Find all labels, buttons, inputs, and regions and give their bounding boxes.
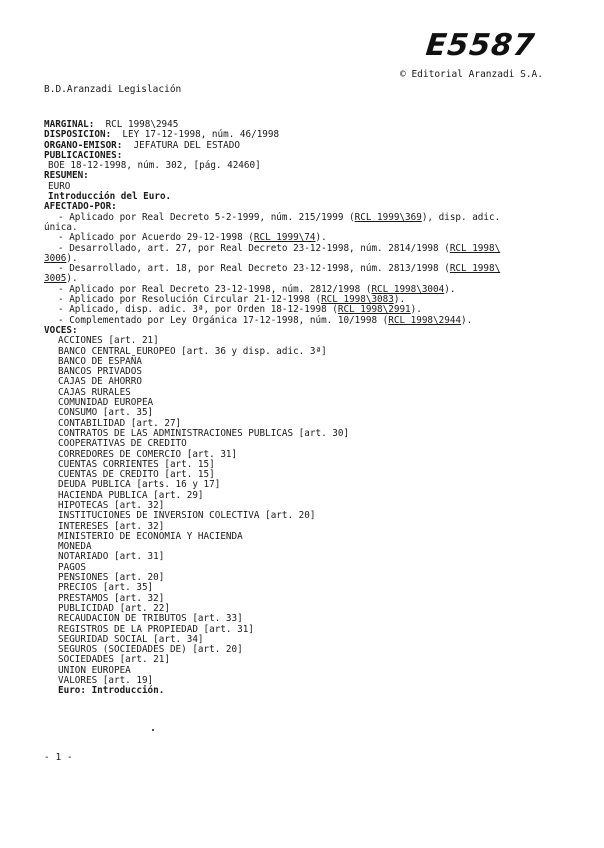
- voz-item: BANCO CENTRAL EUROPEO [art. 36 y disp. adic. 3ª]: [58, 345, 327, 357]
- voz-item: MONEDA: [58, 541, 92, 553]
- afectado-text: - Desarrollado, art. 18, por Real Decreto 23-12-1998, núm. 2813/1998 (: [58, 263, 450, 275]
- voz-item: REGISTROS DE LA PROPIEDAD [art. 31]: [58, 623, 254, 635]
- handwritten-code: E5587: [424, 28, 537, 63]
- voz-item: SEGURIDAD SOCIAL [art. 34]: [58, 633, 204, 645]
- voz-item: CONTRATOS DE LAS ADMINISTRACIONES PUBLICAS [art. 30]: [58, 427, 350, 439]
- voces-list: [44, 336, 564, 686]
- afectado-text-tail: ).: [461, 314, 473, 326]
- resumen-summary: Introducción del Euro.: [48, 191, 172, 203]
- afectado-text: - Aplicado por Resolución Circular 21-12-1998 (: [58, 294, 322, 306]
- stray-mark: [152, 729, 154, 731]
- publicaciones-value: BOE 18-12-1998, núm. 302, [pág. 42460]: [48, 160, 261, 172]
- document-body: [44, 120, 564, 697]
- organo-row: [44, 141, 564, 151]
- afectado-text: - Aplicado por Real Decreto 23-12-1998, núm. 2812/1998 (: [58, 283, 372, 295]
- afectado-item: [44, 244, 564, 254]
- afectado-text: - Desarrollado, art. 27, por Real Decreto 23-12-1998, núm. 2814/1998 (: [58, 242, 450, 254]
- afectado-item: [44, 213, 564, 223]
- voz-item: BANCOS PRIVADOS: [58, 366, 142, 378]
- voz-item: CUENTAS DE CREDITO [art. 15]: [58, 469, 215, 481]
- voz-item: DEUDA PUBLICA [arts. 16 y 17]: [58, 479, 221, 491]
- afectado-item: [44, 316, 564, 326]
- afectado-text: - Aplicado por Real Decreto 5-2-1999, núm. 215/1999 (: [58, 211, 355, 223]
- voz-item: CONSUMO [art. 35]: [58, 407, 154, 419]
- voz-item: CONTABILIDAD [art. 27]: [58, 417, 182, 429]
- rcl-reference-link[interactable]: RCL 1999\369: [354, 211, 422, 223]
- rcl-reference-link[interactable]: RCL 1998\: [449, 242, 501, 254]
- rcl-reference-link[interactable]: 3005: [44, 273, 67, 285]
- voz-item: HIPOTECAS [art. 32]: [58, 499, 165, 511]
- voz-item: CAJAS RURALES: [58, 386, 131, 398]
- rcl-reference-link[interactable]: RCL 1998\2944: [388, 314, 462, 326]
- afectado-label: AFECTADO-POR:: [44, 201, 117, 213]
- afectado-text: única.: [44, 221, 78, 233]
- voz-item: RECAUDACION DE TRIBUTOS [art. 33]: [58, 613, 243, 625]
- database-source: B.D.Aranzadi Legislación: [44, 84, 182, 95]
- afectado-text-tail: ), disp. adic.: [421, 211, 501, 223]
- rcl-reference-link[interactable]: RCL 1998\3083: [321, 294, 394, 306]
- afectado-text-tail: ).: [393, 294, 406, 306]
- afectado-text: - Aplicado, disp. adic. 3ª, por Orden 18-12-1998 (: [58, 304, 338, 316]
- organo-label: ORGANO-EMISOR:: [44, 139, 123, 151]
- afectado-text-tail: ).: [66, 273, 78, 285]
- disposicion-label: DISPOSICION:: [44, 129, 112, 141]
- afectado-item: [44, 264, 564, 274]
- voz-item: PAGOS: [58, 561, 86, 573]
- afectado-text-tail: ).: [444, 283, 456, 295]
- rcl-reference-link[interactable]: RCL 1998\2991: [337, 304, 411, 316]
- afectado-list: [44, 213, 564, 326]
- voz-item: CAJAS DE AHORRO: [58, 376, 142, 388]
- voz-item: ACCIONES [art. 21]: [58, 335, 159, 347]
- rcl-reference-link[interactable]: 3006: [44, 252, 67, 264]
- voz-item: NOTARIADO [art. 31]: [58, 551, 165, 563]
- resumen-topic: EURO: [48, 180, 71, 192]
- voz-item: VALORES [art. 19]: [58, 675, 154, 687]
- rcl-reference-link[interactable]: RCL 1999\74: [253, 232, 316, 244]
- voces-final: Euro: Introducción.: [58, 685, 165, 697]
- voz-item: SEGUROS (SOCIEDADES DE) [art. 20]: [58, 644, 243, 656]
- voz-item: UNION EUROPEA: [58, 664, 131, 676]
- rcl-reference-link[interactable]: RCL 1998\: [449, 263, 501, 275]
- afectado-text-tail: ).: [410, 304, 422, 316]
- afectado-text-tail: ).: [315, 232, 327, 244]
- voz-item: SOCIEDADES [art. 21]: [58, 654, 170, 666]
- publicaciones-label: PUBLICACIONES:: [44, 149, 123, 161]
- disposicion-value: LEY 17-12-1998, núm. 46/1998: [122, 129, 280, 141]
- voz-item: PRECIOS [art. 35]: [58, 582, 154, 594]
- voz-item: BANCO DE ESPAÑA: [58, 355, 142, 367]
- voz-item: COMUNIDAD EUROPEA: [58, 397, 154, 409]
- voz-item: PRESTAMOS [art. 32]: [58, 592, 165, 604]
- voz-item: PENSIONES [art. 20]: [58, 572, 165, 584]
- resumen-label: RESUMEN:: [44, 170, 89, 182]
- page-number: - 1 -: [44, 752, 73, 763]
- organo-value: JEFATURA DEL ESTADO: [133, 139, 240, 151]
- voz-item: CORREDORES DE COMERCIO [art. 31]: [58, 448, 238, 460]
- afectado-text-tail: ).: [66, 252, 78, 264]
- marginal-value: RCL 1998\2945: [105, 119, 179, 130]
- publisher-credit: © Editorial Aranzadi S.A.: [400, 69, 543, 80]
- voz-item: CUENTAS CORRIENTES [art. 15]: [58, 458, 215, 470]
- voces-label: VOCES:: [44, 324, 78, 336]
- voz-item: INSTITUCIONES DE INVERSION COLECTIVA [art. 20]: [58, 510, 316, 522]
- voz-item: HACIENDA PUBLICA [art. 29]: [58, 489, 204, 501]
- voz-item: MINISTERIO DE ECONOMIA Y HACIENDA: [58, 530, 243, 542]
- voz-item: INTERESES [art. 32]: [58, 520, 165, 532]
- voz-item: COOPERATIVAS DE CREDITO: [58, 438, 187, 450]
- afectado-text: - Aplicado por Acuerdo 29-12-1998 (: [58, 232, 254, 244]
- rcl-reference-link[interactable]: RCL 1998\3004: [371, 283, 445, 295]
- marginal-label: MARGINAL:: [44, 119, 95, 130]
- afectado-text: - Complementado por Ley Orgánica 17-12-1998, núm. 10/1998 (: [58, 314, 389, 326]
- voz-item: PUBLICIDAD [art. 22]: [58, 602, 170, 614]
